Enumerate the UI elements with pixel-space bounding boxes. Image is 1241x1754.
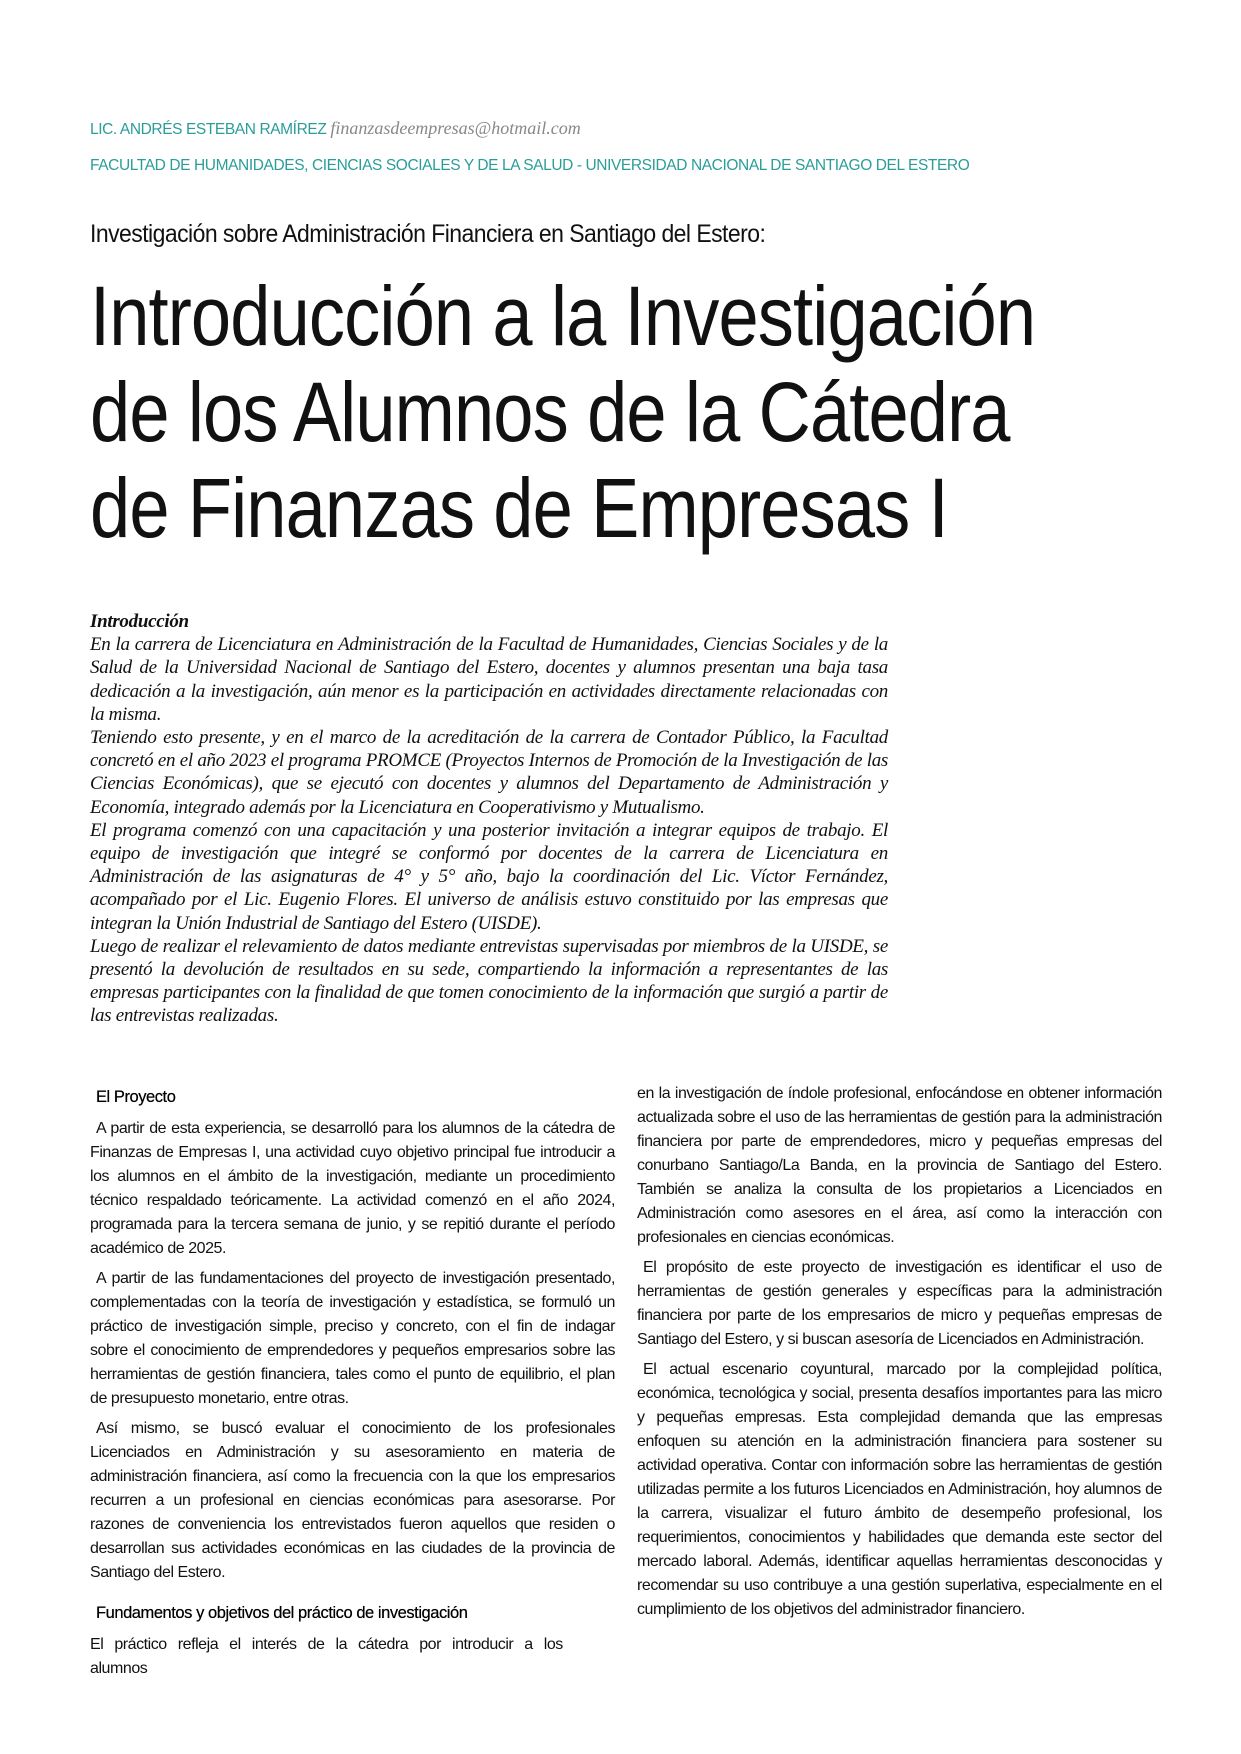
faculty-line: FACULTAD DE HUMANIDADES, CIENCIAS SOCIALES Y DE LA SALUD - UNIVERSIDAD NACIONAL DE SANTIAGO DEL ESTERO <box>90 157 970 174</box>
title-line: de los Alumnos de la Cátedra <box>90 365 1010 459</box>
body-paragraph: Así mismo, se buscó evaluar el conocimiento de los profesionales Licenciados en Administración y su asesoramiento en materia de administración financiera, así como la frecuencia con la que los empresarios recurren a un profesional en ciencias económicas para asesorarse. Por razones de conveniencia los entrevistados fueron aquellos que residen o desarrollan sus actividades económicas en las ciudades de la provincia de Santiago del Estero. <box>90 1420 615 1581</box>
article-title <box>90 268 1165 556</box>
intro-paragraph: En la carrera de Licenciatura en Administración de la Facultad de Humanidades, Ciencias Sociales y de la Salud de la Universidad Nacional de Santiago del Estero, docentes y alumnos presentan una baja tasa dedicación a la investigación, aún menor es la participación en actividades directamente relacionadas con la misma. <box>90 634 888 725</box>
title-line: de Finanzas de Empresas I <box>90 461 948 555</box>
section-heading-fundamentos: Fundamentos y objetivos del práctico de investigación <box>96 1604 468 1622</box>
right-column <box>637 1082 1162 1628</box>
intro-paragraph: El programa comenzó con una capacitación y una posterior invitación a integrar equipos de trabajo. El equipo de investigación que integré se conformó por docentes de la carrera de Licenciatura en Administración de las asignaturas de 4° y 5° año, bajo la coordinación del Lic. Víctor Fernández, acompañado por el Lic. Eugenio Flores. El universo de análisis estuvo constituido por las empresas que integran la Unión Industrial de Santiago del Estero (UISDE). <box>90 819 888 934</box>
body-paragraph: El actual escenario coyuntural, marcado por la complejidad política, económica, tecnológica y social, presenta desafíos importantes para las micro y pequeñas empresas. Esta complejidad demanda que las empresas enfoquen su atención en la administración financiera para sostener su actividad operativa. Contar con información sobre las herramientas de gestión utilizadas permite a los futuros Licenciados en Administración, hoy alumnos de la carrera, visualizar el futuro ámbito de desempeño profesional, los requerimientos, conocimientos y habilidades que demanda este sector del mercado laboral. Además, identificar aquellas herramientas desconocidas y recomendar su uso contribuye a una gestión superlativa, especialmente en el cumplimiento de los objetivos del administrador financiero. <box>637 1361 1162 1618</box>
author-name: LIC. ANDRÉS ESTEBAN RAMÍREZ <box>90 121 327 138</box>
left-column <box>90 1085 615 1687</box>
body-paragraph: A partir de las fundamentaciones del proyecto de investigación presentado, complementadas con la teoría de investigación y estadística, se formuló un práctico de investigación simple, preciso y concreto, con el fin de indagar sobre el conocimiento de emprendedores y pequeños empresarios sobre las herramientas de gestión financiera, tales como el punto de equilibrio, el plan de presupuesto monetario, entre otras. <box>90 1270 615 1407</box>
body-paragraph: A partir de esta experiencia, se desarrolló para los alumnos de la cátedra de Finanzas de Empresas I, una actividad cuyo objetivo principal fue introducir a los alumnos en el ámbito de la investigación, mediante un procedimiento técnico respaldado teóricamente. La actividad comenzó en el año 2024, programada para la tercera semana de junio, y se repitió durante el período académico de 2025. <box>90 1120 615 1257</box>
section-heading-proyecto: El Proyecto <box>96 1088 176 1106</box>
body-paragraph: El práctico refleja el interés de la cátedra por introducir a los alumnos <box>90 1636 563 1677</box>
body-paragraph: en la investigación de índole profesional, enfocándose en obtener información actualizada sobre el uso de las herramientas de gestión para la administración financiera por parte de emprendedores, micro y pequeñas empresas del conurbano Santiago/La Banda, en la provincia de Santiago del Estero. También se analiza la consulta de los propietarios a Licenciados en Administración como asesores en el área, así como la interacción con profesionales en ciencias económicas. <box>637 1085 1162 1246</box>
author-email: finanzasdeempresas@hotmail.com <box>330 118 581 138</box>
article-subtitle: Investigación sobre Administración Financiera en Santiago del Estero: <box>90 220 766 248</box>
body-paragraph: El propósito de este proyecto de investigación es identificar el uso de herramientas de gestión generales y específicas para la administración financiera por parte de los empresarios de micro y pequeñas empresas de Santiago del Estero, y si buscan asesoría de Licenciados en Administración. <box>637 1259 1162 1348</box>
introduction-heading: Introducción <box>90 611 189 632</box>
intro-paragraph: Teniendo esto presente, y en el marco de la acreditación de la carrera de Contador Público, la Facultad concretó en el año 2023 el programa PROMCE (Proyectos Internos de Promoción de la Investigación de las Ciencias Económicas), que se ejecutó con docentes y alumnos del Departamento de Administración y Economía, integrado además por la Licenciatura en Cooperativismo y Mutualismo. <box>90 727 888 818</box>
author-line <box>90 118 581 139</box>
title-line: Introducción a la Investigación <box>90 269 1036 363</box>
intro-paragraph: Luego de realizar el relevamiento de datos mediante entrevistas supervisadas por miembros de la UISDE, se presentó la devolución de resultados en su sede, compartiendo la información a representantes de las empresas participantes con la finalidad de que tomen conocimiento de la información que surgió a partir de las entrevistas realizadas. <box>90 935 888 1027</box>
introduction-section <box>90 610 888 1028</box>
